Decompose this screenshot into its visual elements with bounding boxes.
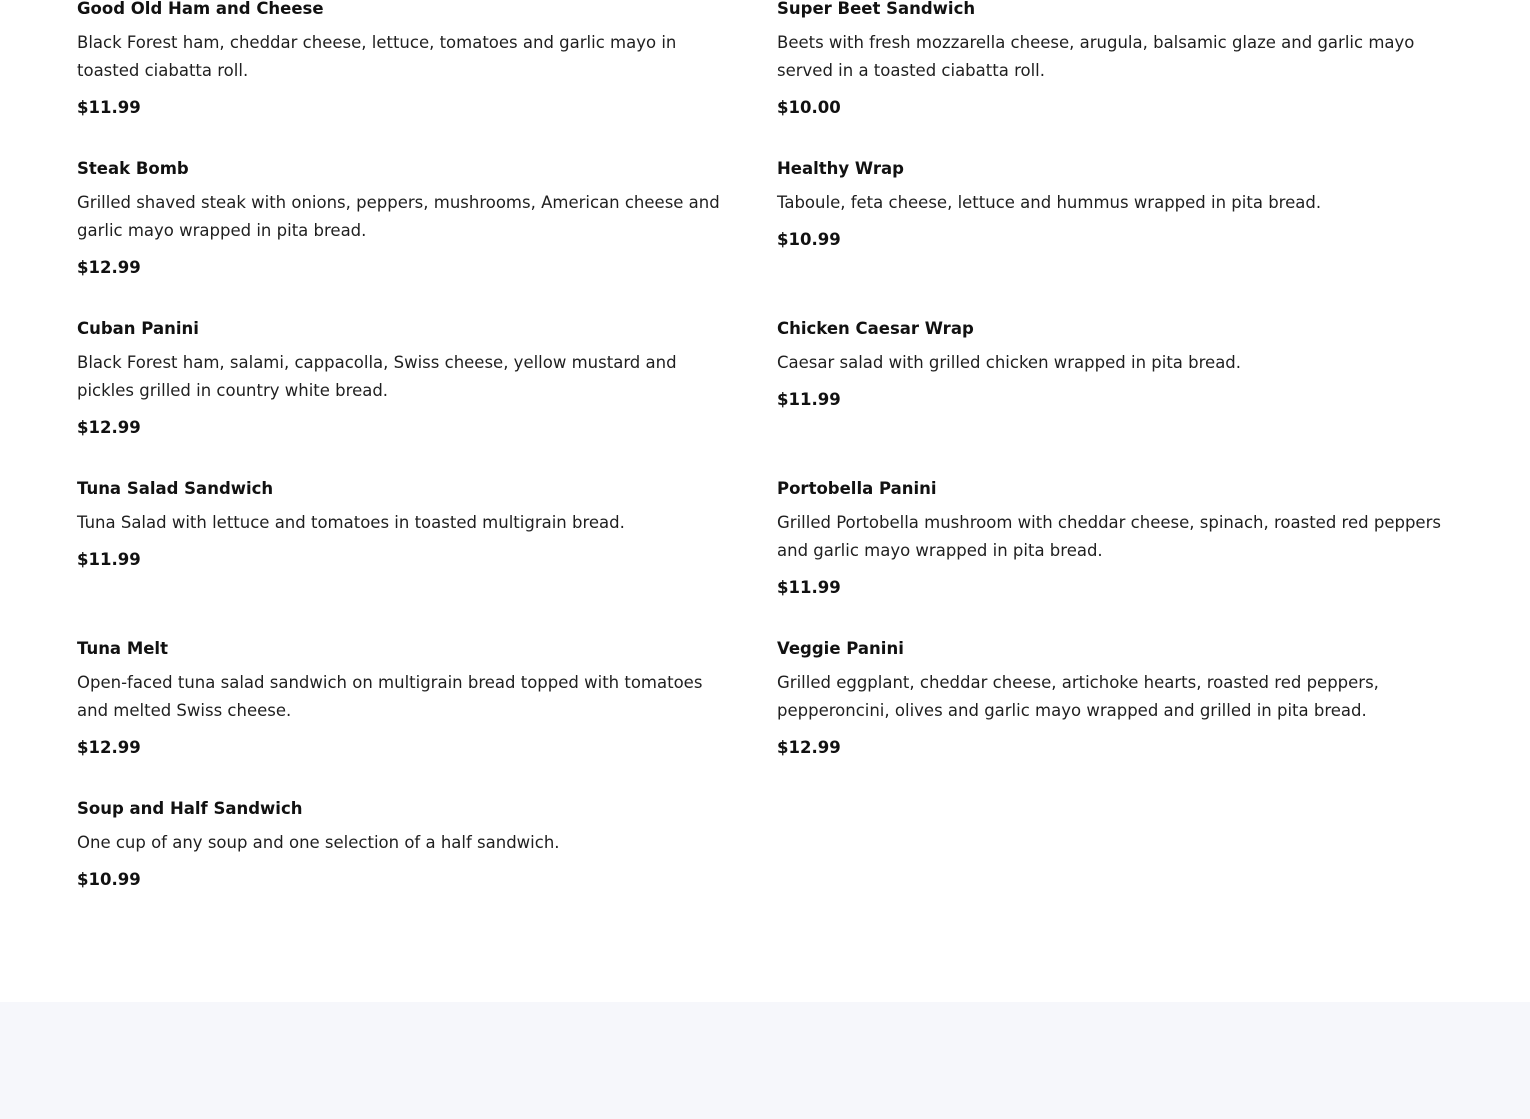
menu-item-price: $12.99 bbox=[77, 258, 141, 277]
menu-item-name: Steak Bomb bbox=[77, 159, 189, 178]
menu-item-price: $11.99 bbox=[77, 98, 141, 117]
menu-item-description: Caesar salad with grilled chicken wrapped in pita bread. bbox=[777, 353, 1242, 372]
menu-item-description: Beets with fresh mozzarella cheese, arugula, balsamic glaze and garlic mayo served in a toasted ciabatta roll. bbox=[777, 33, 1415, 80]
menu-item-price: $11.99 bbox=[777, 390, 841, 409]
menu-item-description: Open-faced tuna salad sandwich on multigrain bread topped with tomatoes and melted Swiss cheese. bbox=[77, 673, 703, 720]
menu-item-name: Super Beet Sandwich bbox=[777, 0, 976, 18]
menu-item-description: Grilled eggplant, cheddar cheese, artichoke hearts, roasted red peppers, pepperoncini, olives and garlic mayo wrapped and grilled in pita bread. bbox=[777, 673, 1379, 720]
menu-item-price: $11.99 bbox=[777, 578, 841, 597]
menu-item-description: Tuna Salad with lettuce and tomatoes in toasted multigrain bread. bbox=[77, 513, 625, 532]
menu-item-price: $10.99 bbox=[777, 230, 841, 249]
menu-item-price: $10.00 bbox=[777, 98, 841, 117]
menu-item-description: Black Forest ham, cheddar cheese, lettuce, tomatoes and garlic mayo in toasted ciabatta roll. bbox=[77, 33, 677, 80]
menu-item-description: One cup of any soup and one selection of a half sandwich. bbox=[77, 833, 560, 852]
menu-item-name: Cuban Panini bbox=[77, 319, 199, 338]
menu-item-price: $11.99 bbox=[77, 550, 141, 569]
menu-item-name: Portobella Panini bbox=[777, 479, 937, 498]
footer-band bbox=[0, 1002, 1530, 1119]
menu-item-name: Good Old Ham and Cheese bbox=[77, 0, 324, 18]
menu-item-name: Veggie Panini bbox=[777, 639, 904, 658]
menu-item-description: Black Forest ham, salami, cappacolla, Swiss cheese, yellow mustard and pickles grilled in country white bread. bbox=[77, 353, 677, 400]
menu-item-name: Soup and Half Sandwich bbox=[77, 799, 303, 818]
menu-item-description: Grilled shaved steak with onions, peppers, mushrooms, American cheese and garlic mayo wrapped in pita bread. bbox=[77, 193, 720, 240]
menu-item-name: Healthy Wrap bbox=[777, 159, 904, 178]
menu-item-name: Tuna Salad Sandwich bbox=[77, 479, 274, 498]
menu-item-price: $10.99 bbox=[77, 870, 141, 889]
menu-item-name: Tuna Melt bbox=[77, 639, 168, 658]
menu-item-description: Grilled Portobella mushroom with cheddar cheese, spinach, roasted red peppers and garlic mayo wrapped in pita bread. bbox=[777, 513, 1441, 560]
menu-item-description: Taboule, feta cheese, lettuce and hummus wrapped in pita bread. bbox=[777, 193, 1322, 212]
menu-item-price: $12.99 bbox=[77, 738, 141, 757]
menu-item-price: $12.99 bbox=[777, 738, 841, 757]
menu-item-name: Chicken Caesar Wrap bbox=[777, 319, 974, 338]
menu-item-price: $12.99 bbox=[77, 418, 141, 437]
